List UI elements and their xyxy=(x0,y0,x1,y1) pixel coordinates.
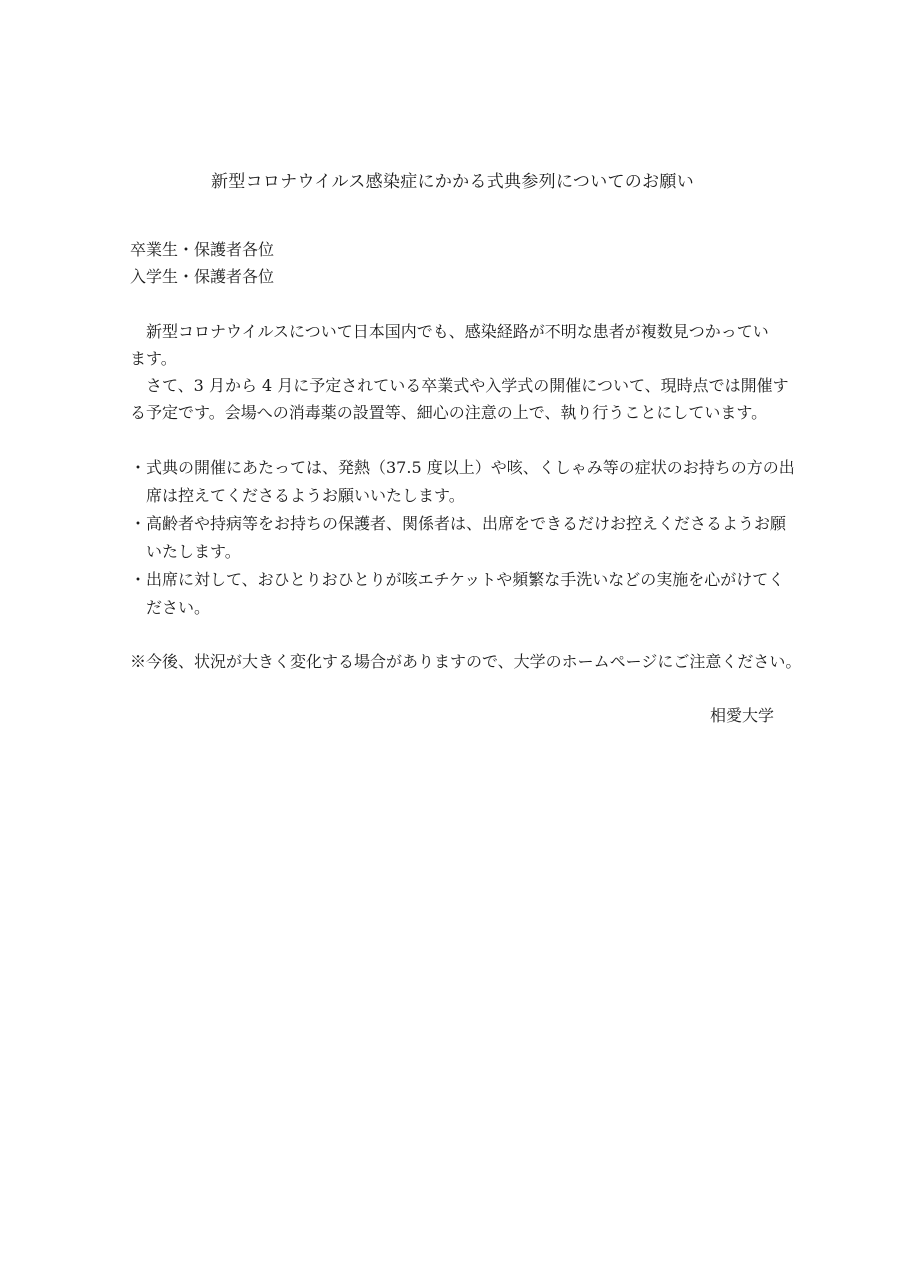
request-line: 席は控えてくださるようお願いいたします。 xyxy=(146,486,465,505)
request-line: ・高齢者や持病等をお持ちの保護者、関係者は、出席をできるだけお控えくださるようお願 xyxy=(130,514,787,533)
homepage-note: ※今後、状況が大きく変化する場合がありますので、大学のホームページにご注意ください。 xyxy=(130,652,802,671)
paragraph-line: さて、3 月から 4 月に予定されている卒業式や入学式の開催について、現時点では開催す xyxy=(146,376,789,395)
addressee-new-students: 入学生・保護者各位 xyxy=(130,267,275,286)
request-line: いたします。 xyxy=(146,542,241,561)
signature-university: 相愛大学 xyxy=(709,706,774,725)
paragraph-line: る予定です。会場への消毒薬の設置等、細心の注意の上で、執り行うことにしています。 xyxy=(130,403,768,422)
request-line: ださい。 xyxy=(146,598,211,617)
body-text xyxy=(130,318,790,426)
addressee-block xyxy=(130,236,274,290)
paragraph-ceremony-plan xyxy=(130,372,790,426)
request-item-elderly xyxy=(130,510,790,566)
request-line: ・式典の開催にあたっては、発熱（37.5 度以上）や咳、くしゃみ等の症状のお持ちの方の出 xyxy=(130,458,795,477)
document-title: 新型コロナウイルス感染症にかかる式典参列についてのお願い xyxy=(210,172,695,192)
addressee-graduates: 卒業生・保護者各位 xyxy=(130,240,275,259)
paragraph-situation xyxy=(130,318,790,372)
request-item-etiquette xyxy=(130,566,790,622)
paragraph-line: 新型コロナウイルスについて日本国内でも、感染経路が不明な患者が複数見つかってい xyxy=(146,322,769,341)
paragraph-line: ます。 xyxy=(130,349,177,368)
request-item-symptoms xyxy=(130,454,795,510)
request-list xyxy=(130,454,795,622)
request-line: ・出席に対して、おひとりおひとりが咳エチケットや頻繁な手洗いなどの実施を心がけてく xyxy=(130,570,785,589)
